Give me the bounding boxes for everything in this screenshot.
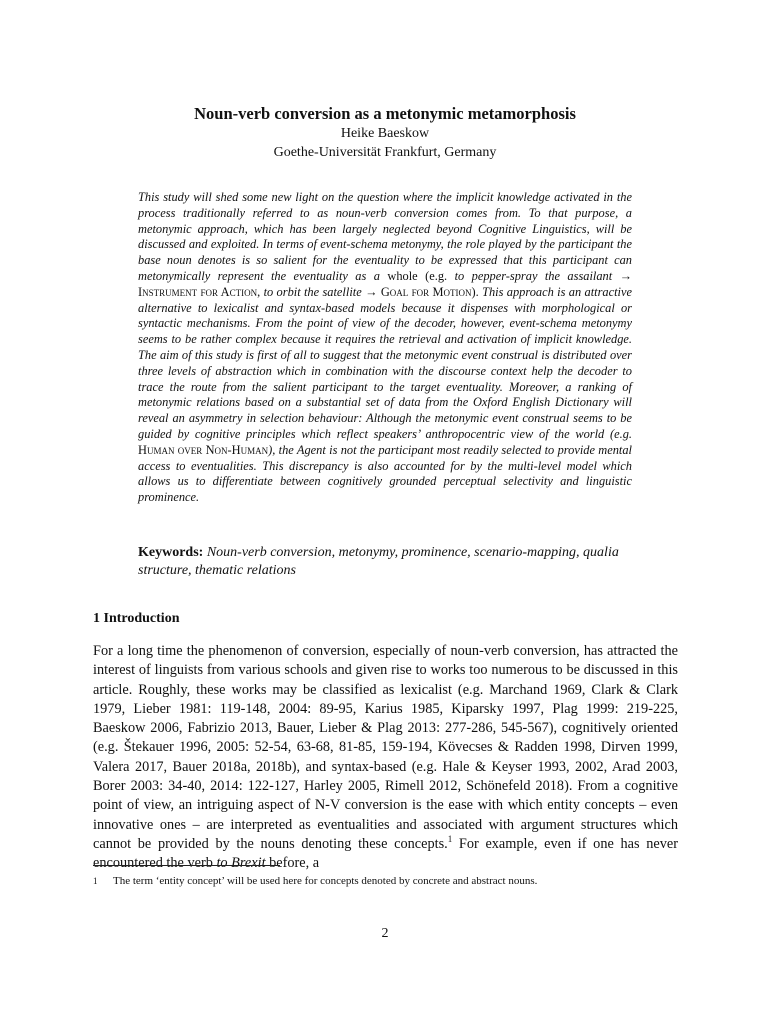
paper-title: Noun-verb conversion as a metonymic metamorphosis (194, 104, 576, 123)
relation-instrument-for-action: Instrument for Action (138, 284, 258, 299)
paragraph-text-end: before, a (265, 855, 320, 872)
keywords-label: Keywords: (138, 545, 204, 560)
footnote (93, 874, 678, 888)
paragraph-text: For a long time the phenomenon of conversion, especially of noun-verb conversion, has attracted the interest of linguists from various schools and given rise to works too numerous to be discussed in this article. Roughly, these works may be classified as lexicalist (e.g. Marchand 1969, Clark & Clark 1979, Lieber 1981: 119-148, 2004: 89-95, Karius 1985, Kiparsky 1997, Plag 1999: 219-225, Baeskow 2006, Fabrizio 2013, Bauer, Lieber & Plag 2013: 277-286, 545-567), cognitively oriented (e.g. Štekauer 1996, 2005: 52-54, 63-68, 81-85, 159-194, Kövecses & Radden 1998, Dirven 1999, Valera 2017, Bauer 2018a, 2018b), and syntax-based (e.g. Hale & Keyser 1993, 2002, Arad 2003, Borer 2003: 34-40, 2014: 122-127, Harley 2005, Rimell 2012, Schönefeld 2018). From a cognitive point of view, an intriguing aspect of N-V conversion is the ease with which entity concepts – even innovative ones – are interpreted as eventualities and associated with argument structures which cannot be provided by the nouns denoting these concepts. (93, 643, 678, 852)
abstract-sentence-1: This study will shed some new light on the question where the implicit knowledge activated in the process traditionally referred to as noun-verb conversion comes from. To that purpose, a metonymic approach, which has been largely neglected beyond Cognitive Linguistics, will be discussed and exploited. In terms of event-schema metonymy, the role played by the participant the base noun denotes is so salient for the eventuality to be expressed that this participant can metonymically represent the eventuality as a (138, 190, 632, 283)
author-name: Heike Baeskow (340, 126, 430, 141)
relation-goal-for-motion: Goal for Motion (380, 284, 472, 299)
section-heading-introduction: 1 Introduction (93, 611, 180, 626)
title-block (0, 104, 770, 162)
comma: , (257, 284, 261, 299)
footnote-divider (93, 865, 280, 866)
author-affiliation: Goethe-Universität Frankfurt, Germany (273, 145, 497, 160)
paragraph-text-continued: For example, even if one has never encountered the verb (93, 835, 678, 872)
abstract (138, 190, 632, 506)
relation-human-over-non-human: Human over Non-Human (138, 442, 269, 457)
footnote-reference[interactable]: 1 (447, 834, 453, 845)
footnote-mark: 1 (93, 876, 98, 886)
keywords-text: Noun-verb conversion, metonymy, prominence, scenario-mapping, qualia structure, thematic relations (138, 545, 619, 578)
footnote-text: The term ‘entity concept’ will be used here for concepts denoted by concrete and abstract nouns. (113, 875, 538, 887)
abstract-sentence-3: ), the Agent is not the participant most readily selected to provide mental access to eventualities. This discrepancy is also accounted for by the multi-level model which allows us to differentiate between cognitively grounded perceptual selectivity and linguistic prominence. (138, 442, 632, 505)
closing-paren: ). (471, 284, 479, 299)
introduction-paragraph (93, 642, 678, 874)
page-number: 2 (381, 926, 389, 941)
example-to-brexit: to Brexit (216, 855, 266, 872)
example-orbit: to orbit the satellite (263, 284, 362, 299)
abstract-sentence-2: This approach is an attractive alternative to lexicalist and syntax-based models because it dispenses with morphological or syntactic mechanisms. From the point of view of the decoder, however, event-schema metonymy seems to be rather complex because it requires the retrieval and activation of implicit knowledge. The aim of this study is first of all to suggest that the metonymic event construal is distributed over three levels of abstraction which in combination with the discourse context help the decoder to trace the route from the salient participant to the target eventuality. Moreover, a ranking of metonymic relations based on a substantial set of data from the Oxford English Dictionary will reveal an asymmetry in selection behaviour: Although the metonymic event construal seems to be guided by cognitive principles which reflect speakers’ anthropocentric view of the world (e.g. (138, 284, 632, 441)
arrow-icon: → (619, 268, 633, 283)
arrow-icon: → (365, 284, 378, 299)
abstract-whole: whole (e.g. (387, 268, 448, 283)
example-pepper-spray: to pepper-spray the assailant (454, 268, 613, 283)
keywords (138, 544, 632, 580)
